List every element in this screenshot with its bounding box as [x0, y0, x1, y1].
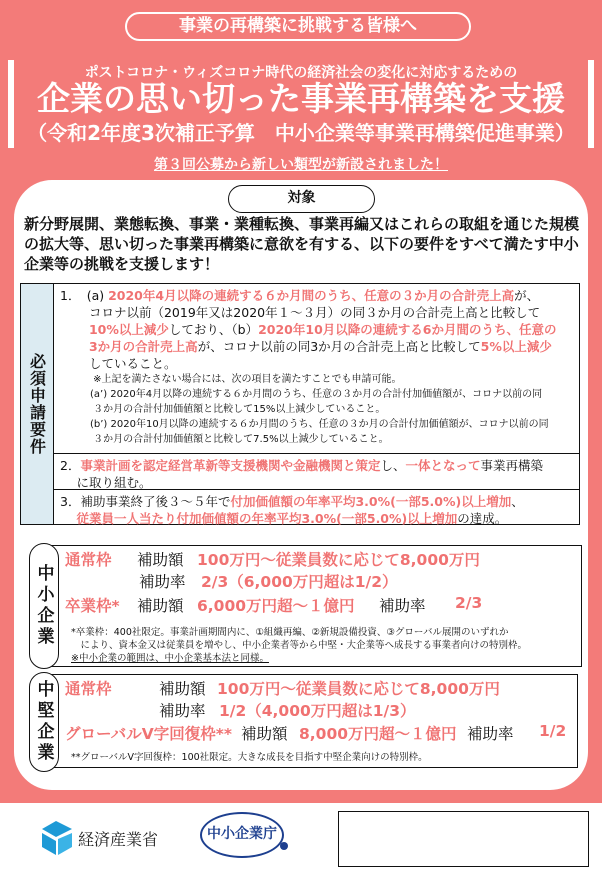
highlighted-text: 10%以上減少 [88, 322, 169, 337]
meti-name: 経済産業省 [78, 829, 159, 849]
requirement-line [60, 355, 579, 372]
main-title: 企業の思い切った事業再構築を支援 [37, 79, 565, 118]
contact-box [338, 811, 589, 867]
sme-note: ※中小企業の範囲は、中小企業基本法と同様。 [71, 653, 269, 664]
text-segment: 1． (a) [60, 288, 109, 303]
sme-amount-label: 補助額 [137, 597, 184, 615]
intro-line: 新分野展開、業態転換、事業・業種転換、事業再編又はこれらの取組を通じた規模 [24, 215, 580, 233]
sme-note: *卒業枠：400社限定。事業計画期間内に、①組織再編、②新規設備投資、③グローバル展開のいずれか [71, 627, 509, 638]
requirement-note: ３か月の合計付加価値額と比較して7.5%以上減少していること。 [60, 434, 389, 445]
audience-pill: 事業の再構築に挑戦する皆様へ [125, 12, 471, 41]
highlighted-text: 一体となって [405, 458, 481, 473]
text-segment [60, 339, 89, 354]
mid-rate-label: 補助率 [467, 725, 514, 743]
sme-rate-label: 補助率 [379, 597, 426, 615]
requirements-table [20, 283, 580, 525]
highlighted-text: 3か月の合計売上高 [88, 339, 198, 354]
intro-line: の拡大等、思い切った事業再構築に意欲を有する、以下の要件をすべて満たす中小 [24, 235, 579, 253]
requirement-note: (a’) 2020年4月以降の連続する６か月間のうち、任意の３か月の合計付加価値額が、コロナ以前の同 [60, 389, 543, 400]
mid-regular-amount: 100万円～従業員数に応じて8,000万円 [217, 680, 500, 698]
text-segment: し、 [380, 458, 406, 473]
highlighted-text: 5%以上減少 [480, 339, 552, 354]
requirements-label: 必須申請要件 [21, 284, 54, 524]
sme-note: により、資本金又は従業員を増やし、中小企業者等から中堅・大企業等へ成長する事業者向けの特別枠。 [71, 640, 528, 651]
midsize-label: 中堅企業 [29, 672, 59, 772]
text-segment: 2． [60, 458, 81, 473]
midsize-box [48, 674, 578, 768]
meti-logo [42, 820, 158, 856]
sme-grad-rate: 2/3 [455, 594, 483, 612]
intro-line: 企業等の挑戦を支援します！ [24, 255, 220, 273]
requirement-note: ３か月の合計付加価値額と比較して15%以上減少していること。 [60, 404, 386, 415]
requirement-row [54, 454, 579, 490]
requirement-row [54, 490, 579, 526]
mid-regular-name: 通常枠 [65, 680, 112, 698]
sme-label: 中小企業 [29, 543, 59, 669]
requirement-line [60, 338, 579, 355]
sme-regular-rate: 2/3（6,000万円超は1/2） [201, 573, 398, 591]
text-segment: 3．補助事業終了後３～５年で [60, 494, 231, 509]
highlighted-text: 2020年4月以降の連続する６か月間のうち、任意の３か月の合計売上高 [108, 288, 515, 303]
mid-amount-label: 補助額 [241, 725, 288, 743]
requirement-note: (b’) 2020年10月以降の連続する６か月間のうち、任意の３か月の合計付加価値額が、コロナ以前の同 [60, 419, 549, 430]
sme-regular-name: 通常枠 [65, 551, 112, 569]
text-segment: 事業再構築 [480, 458, 544, 473]
meti-logo-icon [42, 821, 72, 855]
chusho-logo: 中小企業庁 [200, 812, 284, 858]
sme-grad-amount: 6,000万円超～１億円 [197, 597, 355, 615]
highlighted-text: 事業計画を認定経営革新等支援機関や金融機関と策定 [80, 458, 381, 473]
requirement-line [60, 321, 579, 338]
text-segment: が、コロナ以前の同3か月の合計売上高と比較して [197, 339, 481, 354]
highlighted-text: 2020年10月以降の連続する6か月間のうち、任意の [258, 322, 557, 337]
sme-grad-name: 卒業枠* [65, 597, 120, 615]
text-segment [60, 322, 89, 337]
text-segment: に取り組む。 [60, 475, 152, 490]
mid-global-rate: 1/2 [539, 722, 567, 740]
mid-global-name: グローバルV字回復枠** [65, 725, 232, 743]
news-line: 第３回公募から新しい類型が新設されました！ [154, 157, 448, 173]
sme-amount-label: 補助額 [137, 551, 184, 569]
text-segment: コロナ以前（2019年又は2020年１～３月）の同３か月の合計売上高と比較して [60, 305, 541, 320]
text-segment: していること。 [60, 356, 177, 371]
highlighted-text: 付加価値額の年率平均3.0%(一部5.0%)以上増加 [230, 494, 512, 509]
text-segment: しており、（b） [168, 322, 259, 337]
sme-regular-amount: 100万円～従業員数に応じて8,000万円 [197, 551, 480, 569]
sme-rate-label: 補助率 [139, 573, 186, 591]
mid-note: **グローバルV字回復枠：100社限定。大きな成長を目指す中堅企業向けの特別枠。 [71, 752, 428, 763]
mid-rate-label: 補助率 [159, 702, 206, 720]
target-intro [24, 214, 584, 274]
requirement-line [60, 510, 579, 527]
mid-global-amount: 8,000万円超～１億円 [299, 725, 457, 743]
program-name: （令和2年度3次補正予算 中小企業等事業再構築促進事業） [27, 121, 575, 145]
mid-amount-label: 補助額 [159, 680, 206, 698]
requirement-line [60, 304, 579, 321]
requirement-row [54, 284, 579, 454]
sme-box [48, 545, 582, 667]
requirement-line [60, 287, 579, 304]
target-heading: 対象 [228, 185, 375, 213]
highlighted-text: 従業員一人当たり付加価値額の年率平均3.0%(一部5.0%)以上増加 [76, 511, 458, 526]
chusho-logo-dot [280, 842, 288, 850]
requirement-note: ※上記を満たさない場合には、次の項目を満たすことでも申請可能。 [60, 374, 402, 385]
requirement-line [60, 457, 579, 474]
mid-regular-rate: 1/2（4,000万円超は1/3） [219, 702, 416, 720]
subtitle: ポストコロナ・ウィズコロナ時代の経済社会の変化に対応するための [84, 65, 518, 81]
requirement-line [60, 474, 579, 491]
text-segment: の達成。 [457, 511, 508, 526]
text-segment: が、 [514, 288, 540, 303]
text-segment [60, 511, 76, 526]
text-segment: 、 [511, 494, 524, 509]
requirement-line [60, 493, 579, 510]
